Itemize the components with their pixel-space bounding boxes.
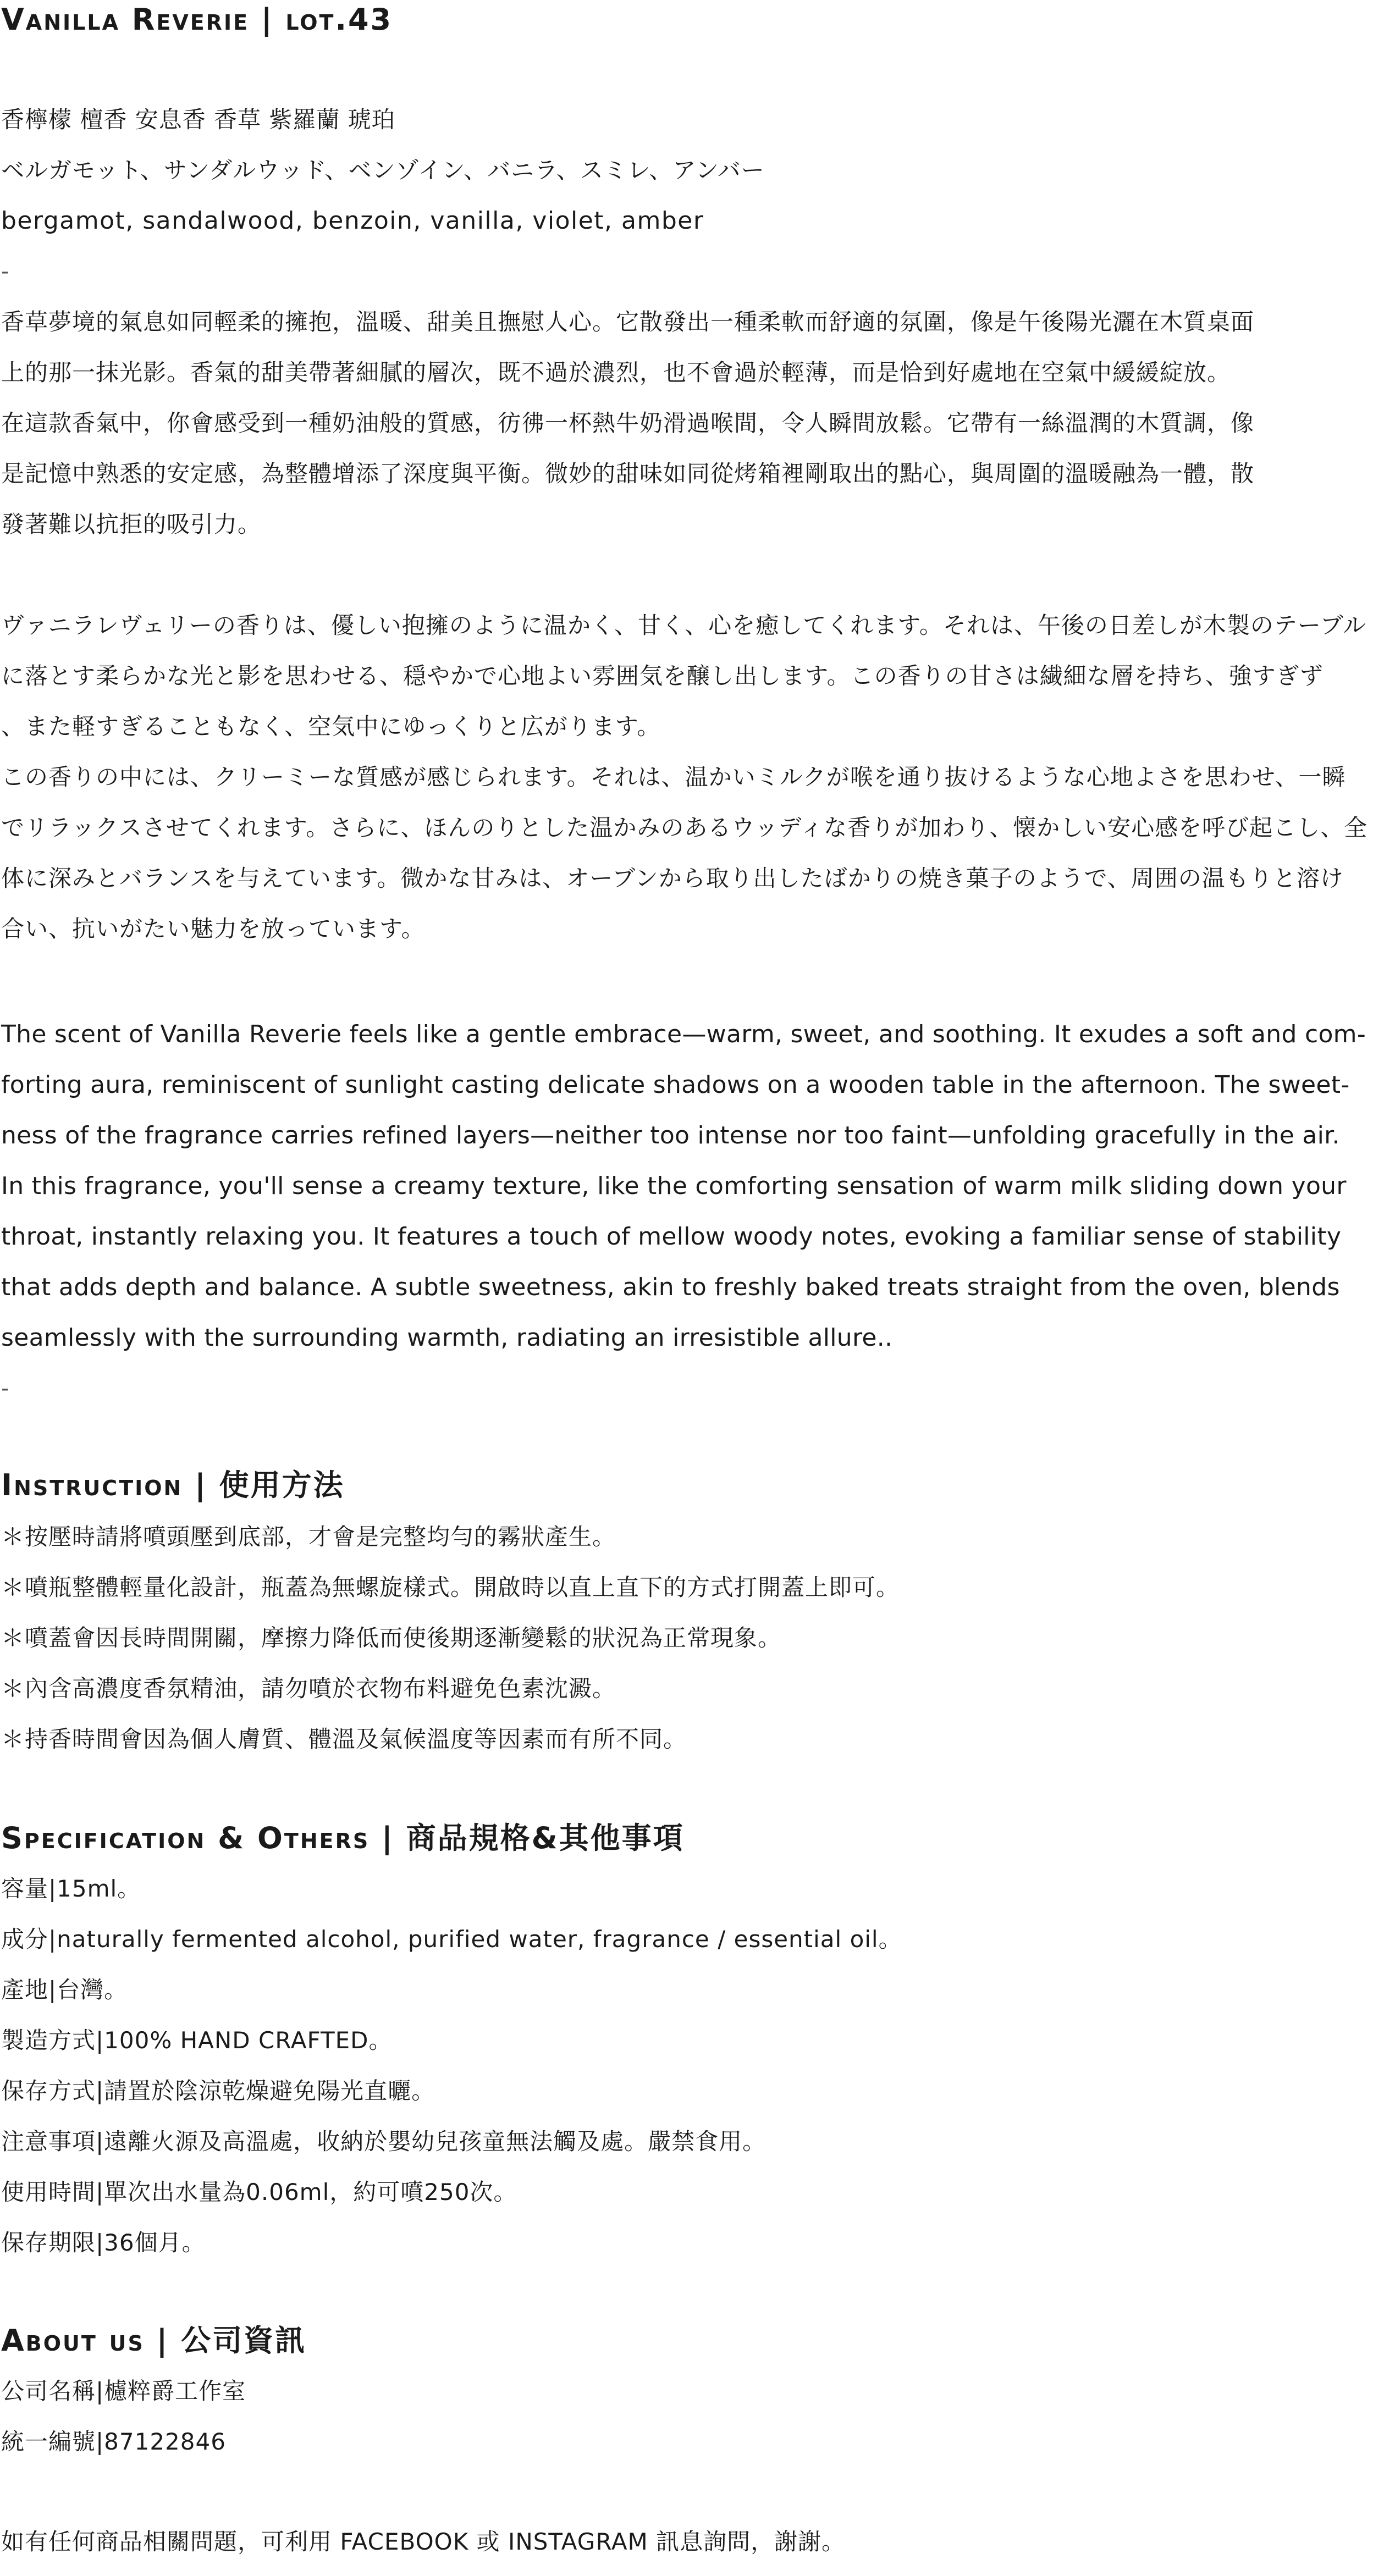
description-en-line: that adds depth and balance. A subtle sweetness, akin to freshly baked treats straight from the oven, blends [1, 1273, 1340, 1301]
description-zh-line: 發著難以抗拒的吸引力。 [1, 511, 262, 538]
spec-item-usage: 使用時間|單次出水量為0.06ml，約可噴250次。 [1, 2179, 517, 2205]
description-ja-line: 合い、抗いがたい魅力を放っています。 [1, 915, 425, 942]
description-zh-line: 在這款香氣中，你會感受到一種奶油般的質感，彷彿一杯熱牛奶滑過喉間，令人瞬間放鬆。它帶有一絲溫潤的木質調，像 [1, 410, 1255, 436]
specification-heading [1, 1813, 1371, 1864]
instruction-item: ＊內含高濃度香氛精油，請勿噴於衣物布料避免色素沈澱。 [1, 1675, 616, 1702]
spec-item-manufacturing: 製造方式|100% HAND CRAFTED。 [1, 2027, 393, 2054]
notes-en: bergamot, sandalwood, benzoin, vanilla, violet, amber [1, 207, 704, 235]
instruction-item: ＊持香時間會因為個人膚質、體溫及氣候溫度等因素而有所不同。 [1, 1726, 687, 1753]
about-tax-id: 統一編號|87122846 [1, 2428, 226, 2455]
product-title [1, 0, 1371, 45]
notes-ja: ベルガモット、サンダルウッド、ベンゾイン、バニラ、スミレ、アンバー [1, 157, 765, 184]
description-en-line: In this fragrance, you'll sense a creamy texture, like the comforting sensation of warm milk sliding down your [1, 1172, 1347, 1200]
description-ja-line: この香りの中には、クリーミーな質感が感じられます。それは、温かいミルクが喉を通り抜けるような心地よさを思わせ、一瞬 [1, 764, 1346, 791]
divider-1: - [1, 259, 9, 284]
instruction-heading-text: Instruction | 使用方法 [1, 1468, 345, 1502]
about-company-name: 公司名稱|櫖粹爵工作室 [1, 2378, 246, 2404]
description-ja-line: 体に深みとバランスを与えています。微かな甘みは、オーブンから取り出したばかりの焼き菓子のようで、周囲の温もりと溶け [1, 865, 1344, 892]
description-zh-line: 香草夢境的氣息如同輕柔的擁抱，溫暖、甜美且撫慰人心。它散發出一種柔軟而舒適的氛圍，像是午後陽光灑在木質桌面 [1, 308, 1255, 335]
description-zh-line: 上的那一抹光影。香氣的甜美帶著細膩的層次，既不過於濃烈，也不會過於輕薄，而是恰到好處地在空氣中緩緩綻放。 [1, 359, 1231, 386]
product-title-text: Vanilla Reverie | lot.43 [1, 2, 393, 37]
spec-item-shelf-life: 保存期限|36個月。 [1, 2229, 206, 2256]
about-heading-text: About us | 公司資訊 [1, 2323, 307, 2358]
description-en-line: seamlessly with the surrounding warmth, radiating an irresistible allure.. [1, 1324, 893, 1352]
description-ja-line: ヴァニラレヴェリーの香りは、優しい抱擁のように温かく、甘く、心を癒してくれます。それは、午後の日差しが木製のテーブル [1, 612, 1367, 639]
spec-item-ingredients: 成分|naturally fermented alcohol, purified water, fragrance / essential oil。 [1, 1926, 902, 1953]
description-en-line: ness of the fragrance carries refined layers—neither too intense nor too faint—unfolding gracefully in the air. [1, 1121, 1340, 1149]
description-en-line: forting aura, reminiscent of sunlight casting delicate shadows on a wooden table in the afternoon. The sweet- [1, 1071, 1350, 1099]
instruction-item: ＊噴蓋會因長時間開關，摩擦力降低而使後期逐漸變鬆的狀況為正常現象。 [1, 1624, 782, 1651]
instruction-item: ＊噴瓶整體輕量化設計，瓶蓋為無螺旋樣式。開啟時以直上直下的方式打開蓋上即可。 [1, 1574, 900, 1601]
spec-item-origin: 產地|台灣。 [1, 1976, 128, 2003]
specification-heading-text: Specification & Others | 商品規格&其他事項 [1, 1821, 685, 1855]
spec-item-volume: 容量|15ml。 [1, 1875, 141, 1902]
notes-zh: 香檸檬 檀香 安息香 香草 紫羅蘭 琥珀 [1, 106, 395, 133]
instruction-heading [1, 1460, 1371, 1511]
instruction-item: ＊按壓時請將噴頭壓到底部，才會是完整均勻的霧狀產生。 [1, 1523, 616, 1550]
spec-item-storage: 保存方式|請置於陰涼乾燥避免陽光直曬。 [1, 2077, 435, 2104]
about-heading [1, 2315, 1371, 2366]
description-zh-line: 是記憶中熟悉的安定感，為整體增添了深度與平衡。微妙的甜味如同從烤箱裡剛取出的點心，與周圍的溫暖融為一體，散 [1, 460, 1255, 487]
description-en-line: throat, instantly relaxing you. It features a touch of mellow woody notes, evoking a familiar sense of stability [1, 1223, 1342, 1251]
description-ja-line: でリラックスさせてくれます。さらに、ほんのりとした温かみのあるウッディな香りが加わり、懐かしい安心感を呼び起こし、全 [1, 814, 1368, 841]
description-en-line: The scent of Vanilla Reverie feels like a gentle embrace—warm, sweet, and soothing. It exudes a soft and com- [1, 1020, 1366, 1048]
contact-note: 如有任何商品相關問題，可利用 FACEBOOK 或 INSTAGRAM 訊息詢問，謝謝。 [1, 2528, 846, 2555]
description-ja-line: 、また軽すぎることもなく、空気中にゆっくりと広がります。 [1, 713, 661, 740]
spec-item-cautions: 注意事項|遠離火源及高溫處，收納於嬰幼兒孩童無法觸及處。嚴禁食用。 [1, 2128, 767, 2155]
description-ja-line: に落とす柔らかな光と影を思わせる、穏やかで心地よい雰囲気を醸し出します。この香りの甘さは繊細な層を持ち、強すぎず [1, 662, 1324, 689]
divider-2: - [1, 1376, 9, 1401]
